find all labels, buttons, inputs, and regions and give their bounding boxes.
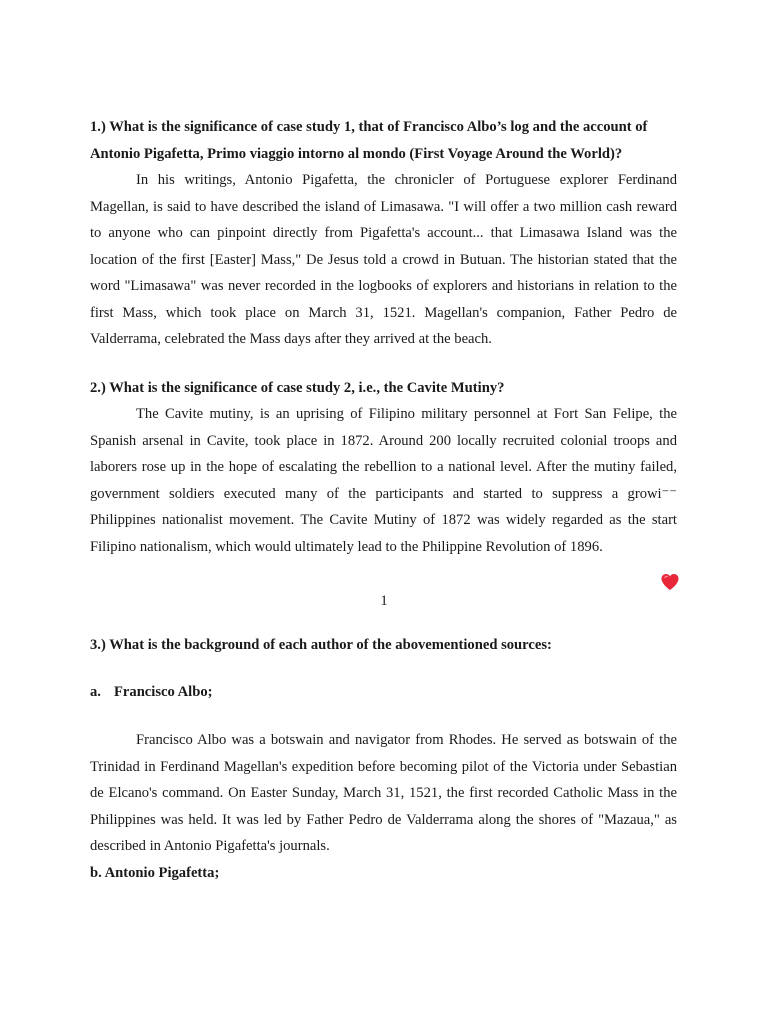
subheading-b: b. Antonio Pigafetta; (90, 864, 220, 881)
subheading-a-name: Francisco Albo; (114, 683, 213, 700)
document-page-bottom (90, 632, 677, 886)
albo-paragraph: Francisco Albo was a botswain and navigator from Rhodes. He served as botswain of the Trinidad in Ferdinand Magellan's expedition before becoming pilot of the Victoria under Sebastian de Elcano's command. On Easter Sunday, March 31, 1521, the first recorded Catholic Mass in the Philippines was held. It was led by Father Pedro de Valderrama along the shores of "Mazaua," as described in Antonio Pigafetta's journals. (90, 732, 677, 854)
answer-2: The Cavite mutiny, is an uprising of Filipino military personnel at Fort San Felipe, the Spanish arsenal in Cavite, took place in 1872. Around 200 locally recruited colonial troops and laborers rose up in the hope of escalating the rebellion to a national level. After the mutiny failed, government soldiers executed many of the participants and started to suppress a growi⁻⁻ Philippines nationalist movement. The Cavite Mutiny of 1872 was widely regarded as the start Filipino nationalism, which would ultimately lead to the Philippine Revolution of 1896. (90, 406, 677, 555)
question-2: 2.) What is the significance of case study 2, i.e., the Cavite Mutiny? (90, 379, 505, 396)
page-number: 1 (380, 593, 388, 609)
question-3: 3.) What is the background of each author of the abovementioned sources: (90, 637, 552, 653)
subheading-a (90, 679, 677, 706)
answer-1: In his writings, Antonio Pigafetta, the chronicler of Portuguese explorer Ferdinand Magellan, is said to have described the island of Limasawa. "I will offer a two million cash reward to anyone who can pinpoint directly from Pigafetta's account... that Limasawa Island was the location of the first [Easter] Mass," De Jesus told a crowd in Butuan. The historian stated that the word "Limasawa" was never recorded in the logbooks of explorers and historians in relation to the first Mass, which took place on March 31, 1521. Magellan's companion, Father Pedro de Valderrama, celebrated the Mass days after they arrived at the beach. (90, 172, 677, 347)
document-page-top (90, 114, 677, 560)
subheading-a-letter: a. (90, 683, 101, 700)
question-1: 1.) What is the significance of case study 1, that of Francisco Albo’s log and the account of Antonio Pigafetta, Primo viaggio intorno al mondo (First Voyage Around the World)? (90, 119, 648, 162)
heart-icon[interactable] (660, 572, 680, 592)
